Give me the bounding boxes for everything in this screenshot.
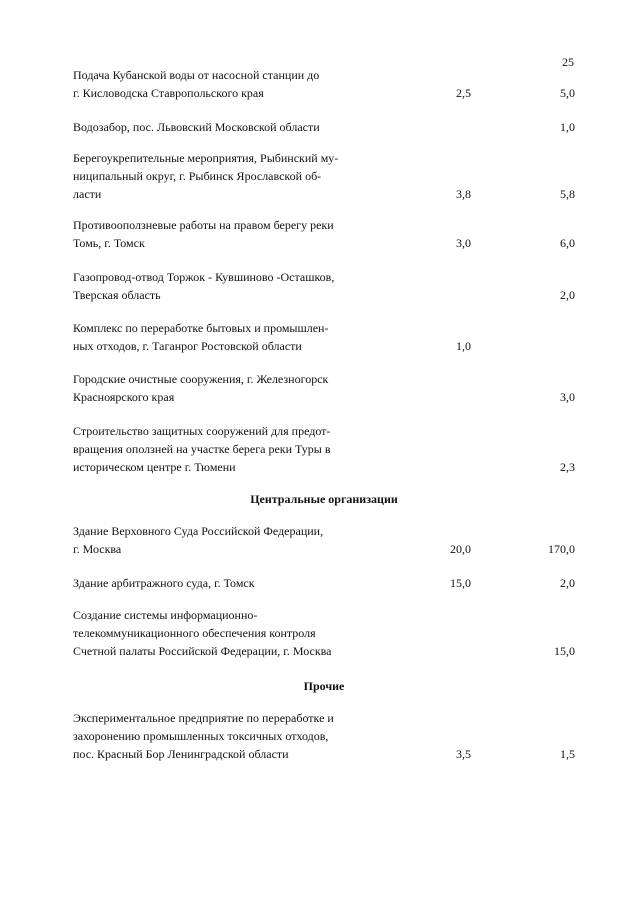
row-description: Берегоукрепительные мероприятия, Рыбинский му- ниципальный округ, г. Рыбинск Ярославской об- ласти	[73, 151, 339, 201]
row-value-1: 15,0	[450, 576, 471, 590]
table-row	[73, 346, 575, 406]
row-description: Комплекс по переработке бытовых и промышлен- ных отходов, г. Таганрог Ростовской области	[73, 321, 329, 353]
row-description: Строительство защитных сооружений для предот- вращения оползней на участке берега реки Туры в историческом центре г. Тюмени	[73, 424, 331, 474]
row-description: Газопровод-отвод Торжок - Кувшиново -Осташков, Тверская область	[73, 270, 335, 302]
page-number: 25	[562, 55, 574, 69]
row-description: Здание арбитражного суда, г. Томск	[73, 576, 255, 590]
row-value-2: 6,0	[560, 236, 575, 250]
row-value-1: 20,0	[450, 542, 471, 556]
row-value-2: 2,0	[560, 576, 575, 590]
row-description: Экспериментальное предприятие по переработке и захоронению промышленных токсичных отходов, пос. Красный Бор Ленинградской области	[73, 711, 334, 761]
section-heading-other: Прочие	[303, 679, 345, 693]
row-value-2: 2,3	[560, 460, 575, 474]
row-value-1: 1,0	[456, 339, 471, 353]
row-description: Противооползневые работы на правом берегу реки Томь, г. Томск	[73, 218, 334, 250]
row-description: Водозабор, пос. Львовский Московской области	[73, 120, 320, 134]
table-row	[73, 416, 575, 476]
row-value-1: 2,5	[456, 86, 471, 100]
row-value-1: 3,5	[456, 747, 471, 761]
table-row	[73, 76, 575, 136]
table-row	[73, 703, 575, 763]
row-description: Здание Верховного Суда Российской Федерации, г. Москва	[73, 524, 324, 556]
row-value-1: 3,0	[456, 236, 471, 250]
table-row	[73, 192, 575, 252]
row-value-2: 5,0	[560, 86, 575, 100]
row-value-2: 15,0	[554, 644, 575, 658]
row-description: Создание системы информационно- телекоммуникационного обеспечения контроля Счетной палаты Российской Федерации, г. Москва	[73, 608, 332, 658]
row-value-2: 2,0	[560, 288, 575, 302]
row-value-2: 1,5	[560, 747, 575, 761]
row-value-2: 170,0	[548, 542, 575, 556]
row-value-2: 5,8	[560, 187, 575, 201]
section-heading-central: Центральные организации	[250, 492, 398, 506]
row-value-2: 1,0	[560, 120, 575, 134]
table-row	[73, 532, 575, 592]
row-description: Городские очистные сооружения, г. Железногорск Красноярского края	[73, 372, 329, 404]
row-value-2: 3,0	[560, 390, 575, 404]
row-value-1: 3,8	[456, 187, 471, 201]
table-row	[73, 600, 575, 660]
row-description: Подача Кубанской воды от насосной станции до г. Кисловодска Ставропольского края	[73, 68, 320, 100]
